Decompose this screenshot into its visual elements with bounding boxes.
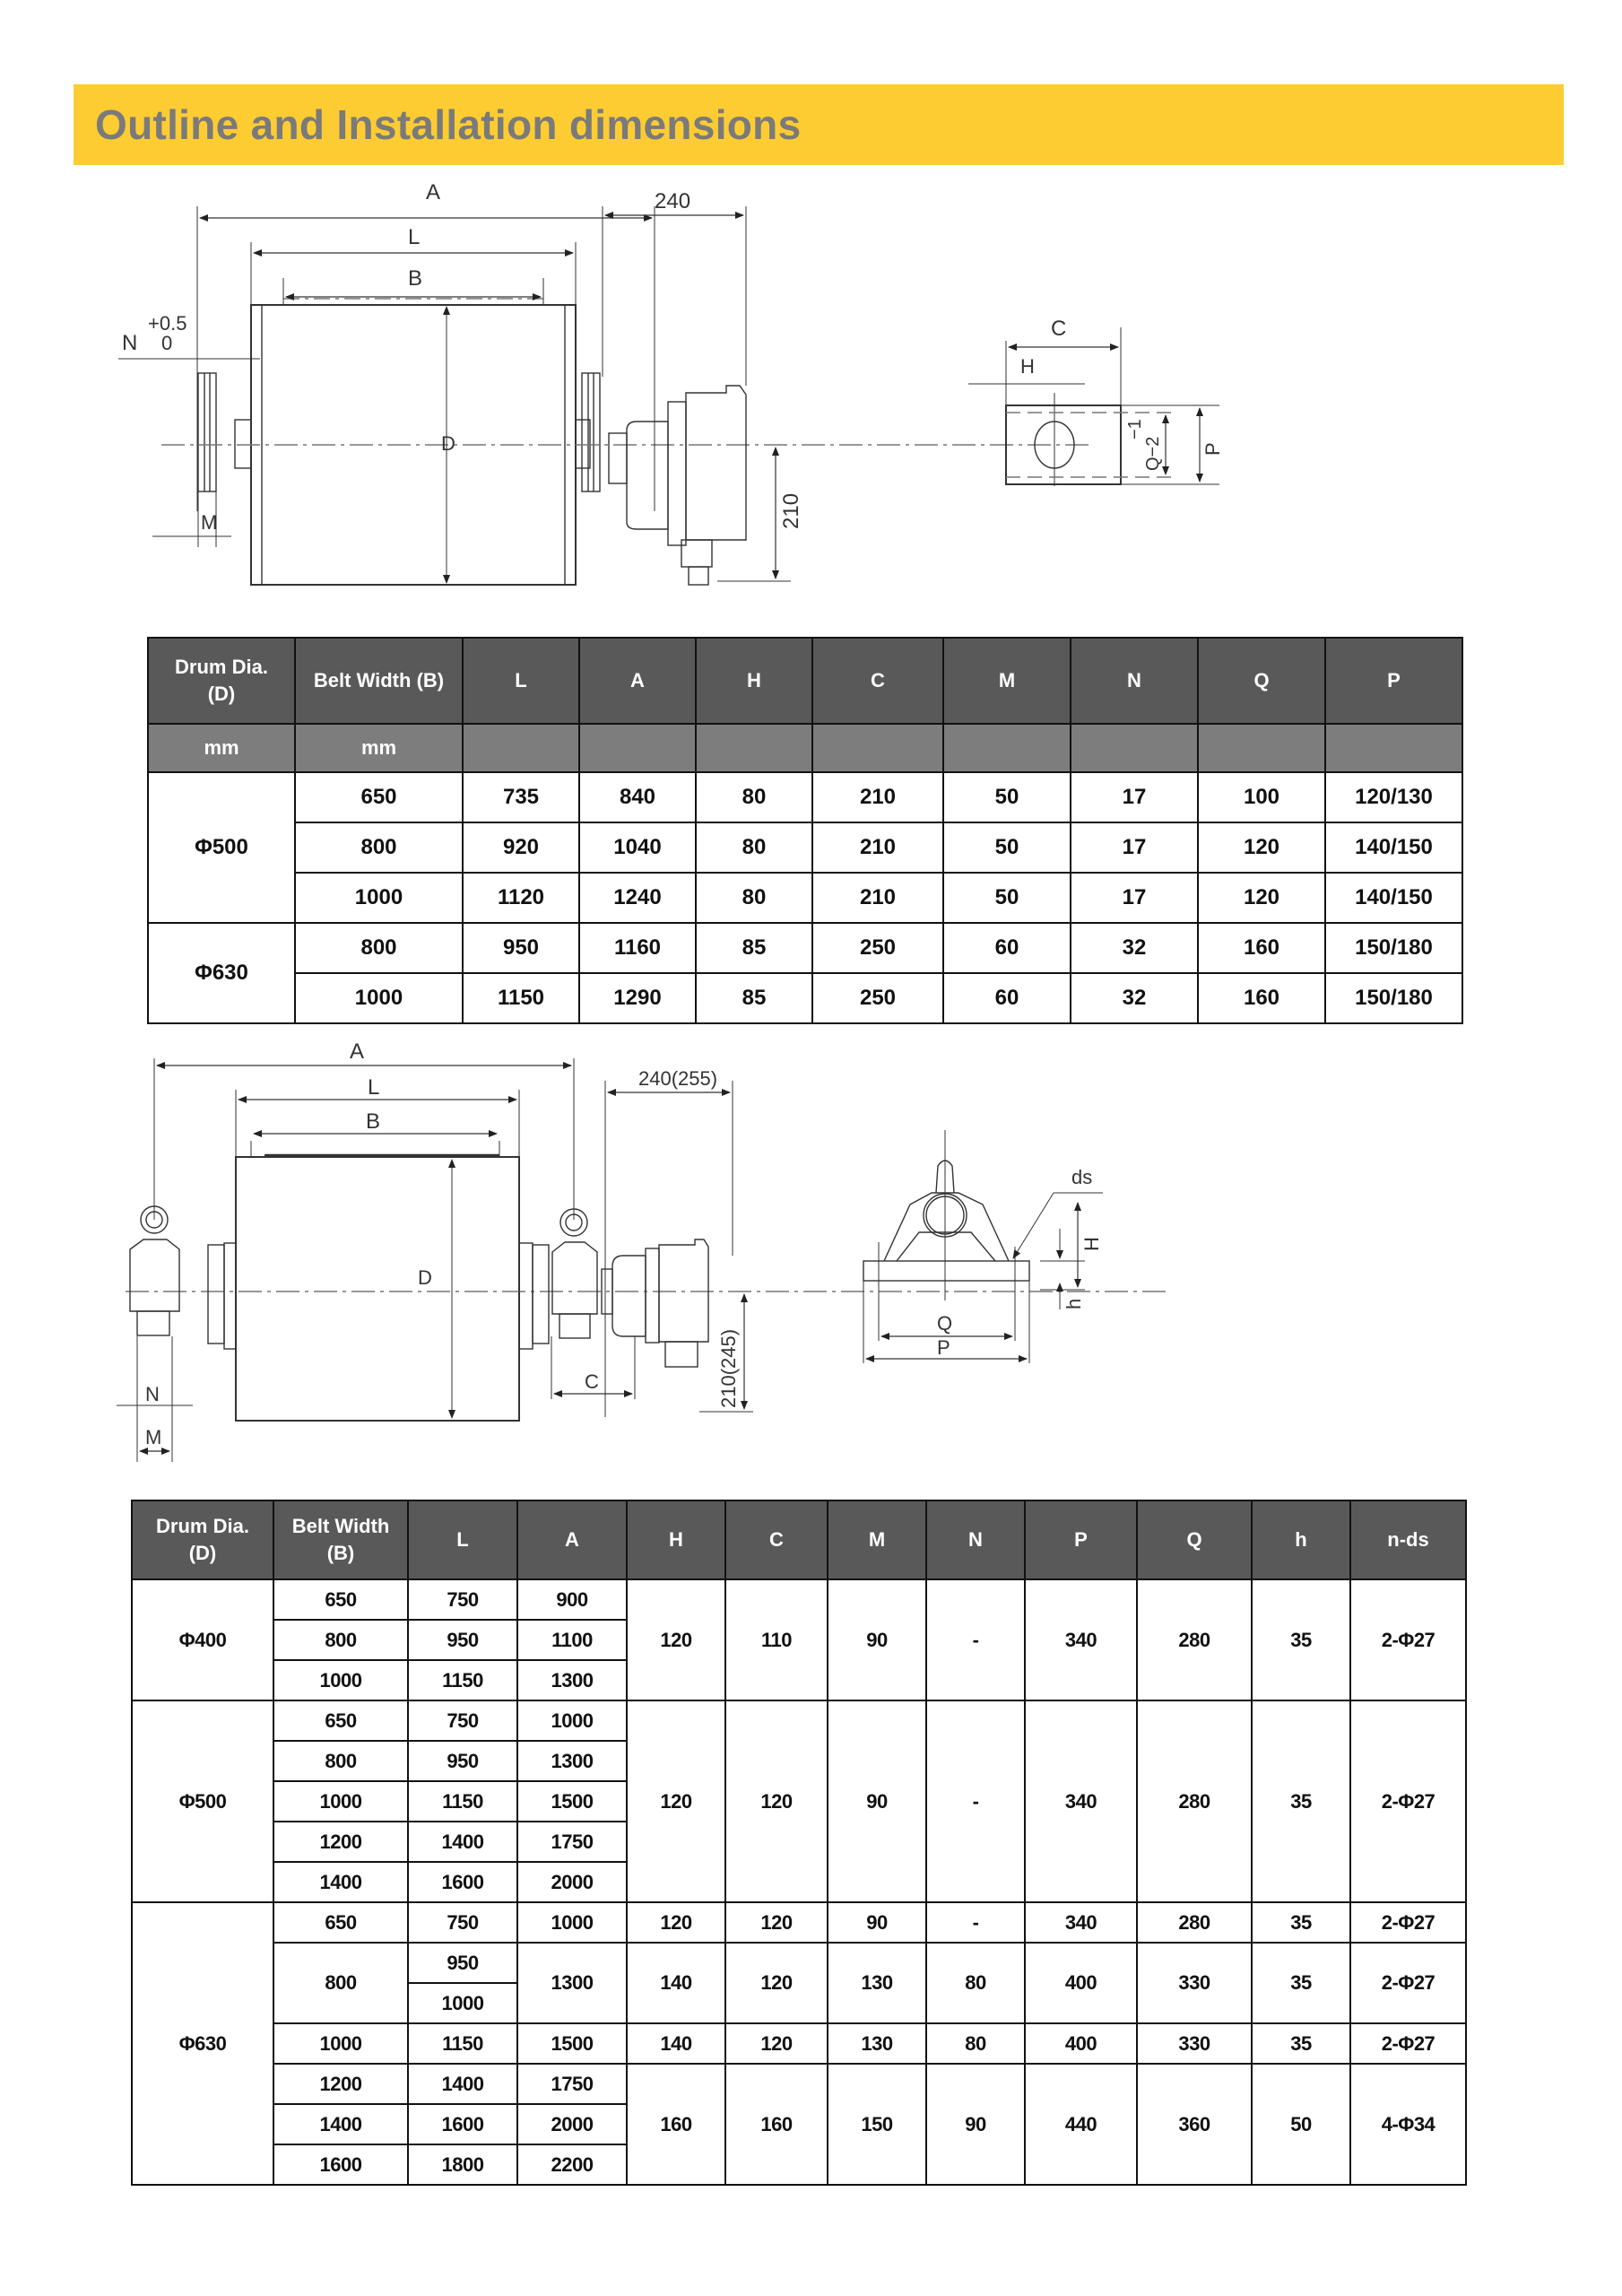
- dim-label-c: C: [1051, 317, 1067, 341]
- unit-cell: [696, 724, 812, 772]
- cell: 1240: [579, 873, 696, 923]
- col-header-m: M: [828, 1500, 926, 1579]
- cell: -: [926, 1902, 1025, 1943]
- cell: 160: [725, 2064, 828, 2185]
- cell: 950: [463, 923, 579, 973]
- cell: 120: [725, 2023, 828, 2064]
- cell: 4-Φ34: [1350, 2064, 1466, 2185]
- cell: 920: [463, 822, 579, 873]
- dimensions-table-1: [147, 637, 1463, 1024]
- dim-label-n: N: [145, 1383, 160, 1405]
- cell: 90: [828, 1700, 926, 1902]
- cell: 1000: [517, 1902, 627, 1943]
- cell: 50: [943, 772, 1071, 822]
- dim-label-l: L: [408, 225, 421, 249]
- cell: 80: [696, 772, 812, 822]
- cell: 840: [579, 772, 696, 822]
- table-row: [148, 873, 1462, 923]
- cell: 35: [1252, 1943, 1350, 2023]
- cell: 160: [1198, 923, 1325, 973]
- dim-label-b: B: [366, 1109, 381, 1134]
- dim-label-ds: ds: [1071, 1166, 1093, 1188]
- cell: 1400: [408, 2064, 517, 2104]
- t2-group-phi400: [132, 1579, 1466, 1700]
- cell: 800: [273, 1943, 408, 2023]
- cell: 17: [1071, 822, 1198, 873]
- drum-dia-cell: Φ500: [132, 1700, 273, 1902]
- cell: 330: [1137, 2023, 1252, 2064]
- cell: 750: [408, 1579, 517, 1620]
- table-row: [132, 2023, 1466, 2064]
- cell: 35: [1252, 1579, 1350, 1700]
- cell: 280: [1137, 1579, 1252, 1700]
- cell: 900: [517, 1579, 627, 1620]
- cell: 650: [273, 1902, 408, 1943]
- cell: 1200: [273, 1822, 408, 1862]
- cell: 1300: [517, 1741, 627, 1781]
- cell: 80: [926, 1943, 1025, 2023]
- col-header-drum-dia: Drum Dia. (D): [132, 1500, 273, 1579]
- dim-label-h-lower: h: [1063, 1298, 1085, 1309]
- cell: 1500: [517, 1781, 627, 1822]
- cell: 120: [725, 1700, 828, 1902]
- drum-dia-cell: Φ400: [132, 1579, 273, 1700]
- col-header-drum-dia: Drum Dia. (D): [148, 638, 295, 724]
- table-row: [132, 2064, 1466, 2104]
- table-row: [132, 1579, 1466, 1620]
- dim-label-b: B: [408, 266, 423, 291]
- cell: 735: [463, 772, 579, 822]
- cell: 85: [696, 973, 812, 1023]
- drum-drawing-2: [108, 1040, 1201, 1462]
- col-header-belt-width: Belt Width (B): [273, 1500, 408, 1579]
- cell: 120: [627, 1579, 725, 1700]
- unit-cell: [579, 724, 696, 772]
- cell: 1150: [408, 2023, 517, 2064]
- cell: 1400: [273, 1862, 408, 1902]
- outline-diagram-1: [108, 170, 1291, 592]
- cell: 1000: [273, 1660, 408, 1700]
- drum-drawing-1: [108, 170, 1291, 592]
- dim-label-d: D: [418, 1266, 432, 1289]
- cell: 1750: [517, 2064, 627, 2104]
- cell: 160: [1198, 973, 1325, 1023]
- cell: 340: [1025, 1700, 1137, 1902]
- cell: 1160: [579, 923, 696, 973]
- cell: 210: [812, 873, 943, 923]
- col-header-n-ds: n-ds: [1350, 1500, 1466, 1579]
- cell: 130: [828, 2023, 926, 2064]
- dim-label-240-255: 240(255): [638, 1067, 718, 1090]
- cell: 32: [1071, 973, 1198, 1023]
- unit-cell: mm: [295, 724, 463, 772]
- cell: 1300: [517, 1943, 627, 2023]
- cell: 60: [943, 923, 1071, 973]
- t2-group-phi630: [132, 1902, 1466, 2185]
- cell: 35: [1252, 2023, 1350, 2064]
- cell: 80: [696, 873, 812, 923]
- col-header-a: A: [579, 638, 696, 724]
- cell: 250: [812, 973, 943, 1023]
- col-header-l: L: [408, 1500, 517, 1579]
- cell: 400: [1025, 2023, 1137, 2064]
- cell: 50: [1252, 2064, 1350, 2185]
- col-header-h: H: [696, 638, 812, 724]
- cell: 400: [1025, 1943, 1137, 2023]
- col-header-p: P: [1325, 638, 1462, 724]
- cell: 140/150: [1325, 873, 1462, 923]
- cell: 250: [812, 923, 943, 973]
- cell: 950: [408, 1741, 517, 1781]
- cell: 1100: [517, 1620, 627, 1660]
- col-header-belt-width: Belt Width (B): [295, 638, 463, 724]
- dim-label-210: 210: [779, 492, 803, 529]
- col-header-q: Q: [1198, 638, 1325, 724]
- dim-label-p: P: [937, 1336, 950, 1359]
- cell: 2-Φ27: [1350, 1902, 1466, 1943]
- cell: 1500: [517, 2023, 627, 2064]
- col-header-l: L: [463, 638, 579, 724]
- cell: 800: [273, 1620, 408, 1660]
- unit-cell: [943, 724, 1071, 772]
- cell: 140: [627, 1943, 725, 2023]
- dim-label-q-tol: −1: [1125, 419, 1145, 439]
- table-row: [132, 1700, 1466, 1741]
- col-header-c: C: [812, 638, 943, 724]
- cell: 650: [273, 1579, 408, 1620]
- cell: 1750: [517, 1822, 627, 1862]
- cell: 1150: [408, 1781, 517, 1822]
- cell: 1300: [517, 1660, 627, 1700]
- cell: 120: [627, 1700, 725, 1902]
- dim-label-q: Q−2: [1143, 436, 1163, 471]
- table-row: [148, 973, 1462, 1023]
- cell: 160: [627, 2064, 725, 2185]
- cell: 800: [273, 1741, 408, 1781]
- cell: 90: [828, 1902, 926, 1943]
- cell: 950: [408, 1620, 517, 1660]
- cell: 120: [627, 1902, 725, 1943]
- t1-group-phi500: [148, 772, 1462, 923]
- cell: 50: [943, 873, 1071, 923]
- cell: 120: [1198, 873, 1325, 923]
- cell: 100: [1198, 772, 1325, 822]
- table-row: [148, 822, 1462, 873]
- cell: 130: [828, 1943, 926, 2023]
- dim-label-m: M: [201, 511, 218, 534]
- col-header-a: A: [517, 1500, 627, 1579]
- cell: 2000: [517, 2104, 627, 2144]
- dim-label-n: N: [122, 331, 138, 355]
- cell: 1150: [463, 973, 579, 1023]
- dim-label-a: A: [426, 180, 441, 204]
- cell: 800: [295, 822, 463, 873]
- cell: 2-Φ27: [1350, 1579, 1466, 1700]
- t2-group-phi500: [132, 1700, 1466, 1902]
- dim-label-240: 240: [655, 189, 691, 213]
- col-header-n: N: [1071, 638, 1198, 724]
- cell: 800: [295, 923, 463, 973]
- cell: 120: [725, 1902, 828, 1943]
- col-header-p: P: [1025, 1500, 1137, 1579]
- cell: 60: [943, 973, 1071, 1023]
- cell: 1600: [273, 2144, 408, 2185]
- cell: 1600: [408, 1862, 517, 1902]
- cell: 1400: [273, 2104, 408, 2144]
- tolerance-upper: +0.5: [148, 312, 187, 335]
- unit-cell: [463, 724, 579, 772]
- cell: 90: [926, 2064, 1025, 2185]
- section-title: Outline and Installation dimensions: [95, 101, 802, 148]
- cell: -: [926, 1579, 1025, 1700]
- tolerance-lower: 0: [161, 332, 173, 354]
- drum-dia-cell: Φ630: [148, 923, 295, 1023]
- cell: 17: [1071, 772, 1198, 822]
- dim-label-l: L: [368, 1075, 380, 1100]
- cell: 150: [828, 2064, 926, 2185]
- dim-label-210-245: 210(245): [717, 1328, 740, 1408]
- unit-cell: [812, 724, 943, 772]
- outline-diagram-2: [108, 1040, 1201, 1462]
- table-row: [148, 772, 1462, 822]
- col-header-c: C: [725, 1500, 828, 1579]
- cell: 1600: [408, 2104, 517, 2144]
- cell: 1000: [408, 1983, 517, 2023]
- table-row: [148, 923, 1462, 973]
- col-header-h-lower: h: [1252, 1500, 1350, 1579]
- cell: 85: [696, 923, 812, 973]
- cell: -: [926, 1700, 1025, 1902]
- table-row: [132, 1943, 1466, 1983]
- cell: 650: [273, 1700, 408, 1741]
- cell: 50: [943, 822, 1071, 873]
- cell: 2-Φ27: [1350, 1700, 1466, 1902]
- cell: 1040: [579, 822, 696, 873]
- cell: 280: [1137, 1902, 1252, 1943]
- cell: 750: [408, 1902, 517, 1943]
- cell: 17: [1071, 873, 1198, 923]
- cell: 360: [1137, 2064, 1252, 2185]
- cell: 120: [725, 1943, 828, 2023]
- cell: 210: [812, 772, 943, 822]
- units-row: [148, 724, 1462, 772]
- cell: 1000: [273, 1781, 408, 1822]
- cell: 2-Φ27: [1350, 2023, 1466, 2064]
- cell: 1000: [295, 973, 463, 1023]
- unit-cell: [1325, 724, 1462, 772]
- table-header-row: [132, 1500, 1466, 1579]
- table-row: [132, 1902, 1466, 1943]
- dim-label-c: C: [585, 1370, 599, 1393]
- cell: 280: [1137, 1700, 1252, 1902]
- cell: 2000: [517, 1862, 627, 1902]
- section-banner: [74, 84, 1564, 165]
- cell: 1200: [273, 2064, 408, 2104]
- cell: 1000: [517, 1700, 627, 1741]
- t1-group-phi630: [148, 923, 1462, 1023]
- col-header-m: M: [943, 638, 1071, 724]
- cell: 150/180: [1325, 923, 1462, 973]
- dim-label-d: D: [441, 432, 455, 455]
- cell: 110: [725, 1579, 828, 1700]
- cell: 340: [1025, 1902, 1137, 1943]
- unit-cell: [1071, 724, 1198, 772]
- cell: 2-Φ27: [1350, 1943, 1466, 2023]
- cell: 140/150: [1325, 822, 1462, 873]
- cell: 440: [1025, 2064, 1137, 2185]
- cell: 35: [1252, 1700, 1350, 1902]
- cell: 120/130: [1325, 772, 1462, 822]
- cell: 1150: [408, 1660, 517, 1700]
- dim-label-p: P: [1201, 442, 1224, 456]
- dim-label-a: A: [350, 1040, 365, 1064]
- cell: 1120: [463, 873, 579, 923]
- cell: 1290: [579, 973, 696, 1023]
- cell: 330: [1137, 1943, 1252, 2023]
- unit-cell: [1198, 724, 1325, 772]
- cell: 340: [1025, 1579, 1137, 1700]
- dimensions-table-2: [131, 1500, 1467, 2186]
- cell: 1400: [408, 1822, 517, 1862]
- cell: 1800: [408, 2144, 517, 2185]
- dim-label-h: H: [1020, 355, 1035, 378]
- cell: 90: [828, 1579, 926, 1700]
- cell: 750: [408, 1700, 517, 1741]
- drum-dia-cell: Φ630: [132, 1902, 273, 2185]
- cell: 210: [812, 822, 943, 873]
- cell: 1000: [295, 873, 463, 923]
- cell: 2200: [517, 2144, 627, 2185]
- col-header-n: N: [926, 1500, 1025, 1579]
- cell: 1000: [273, 2023, 408, 2064]
- cell: 120: [1198, 822, 1325, 873]
- cell: 650: [295, 772, 463, 822]
- dim-label-h-upper: H: [1080, 1237, 1103, 1251]
- table-header-row: [148, 638, 1462, 724]
- cell: 32: [1071, 923, 1198, 973]
- unit-cell: mm: [148, 724, 295, 772]
- cell: 150/180: [1325, 973, 1462, 1023]
- cell: 80: [926, 2023, 1025, 2064]
- cell: 35: [1252, 1902, 1350, 1943]
- drum-dia-cell: Φ500: [148, 772, 295, 923]
- dim-label-q: Q: [937, 1312, 953, 1335]
- col-header-q: Q: [1137, 1500, 1252, 1579]
- cell: 80: [696, 822, 812, 873]
- dim-label-m: M: [145, 1426, 162, 1448]
- cell: 950: [408, 1943, 517, 1983]
- col-header-h: H: [627, 1500, 725, 1579]
- cell: 140: [627, 2023, 725, 2064]
